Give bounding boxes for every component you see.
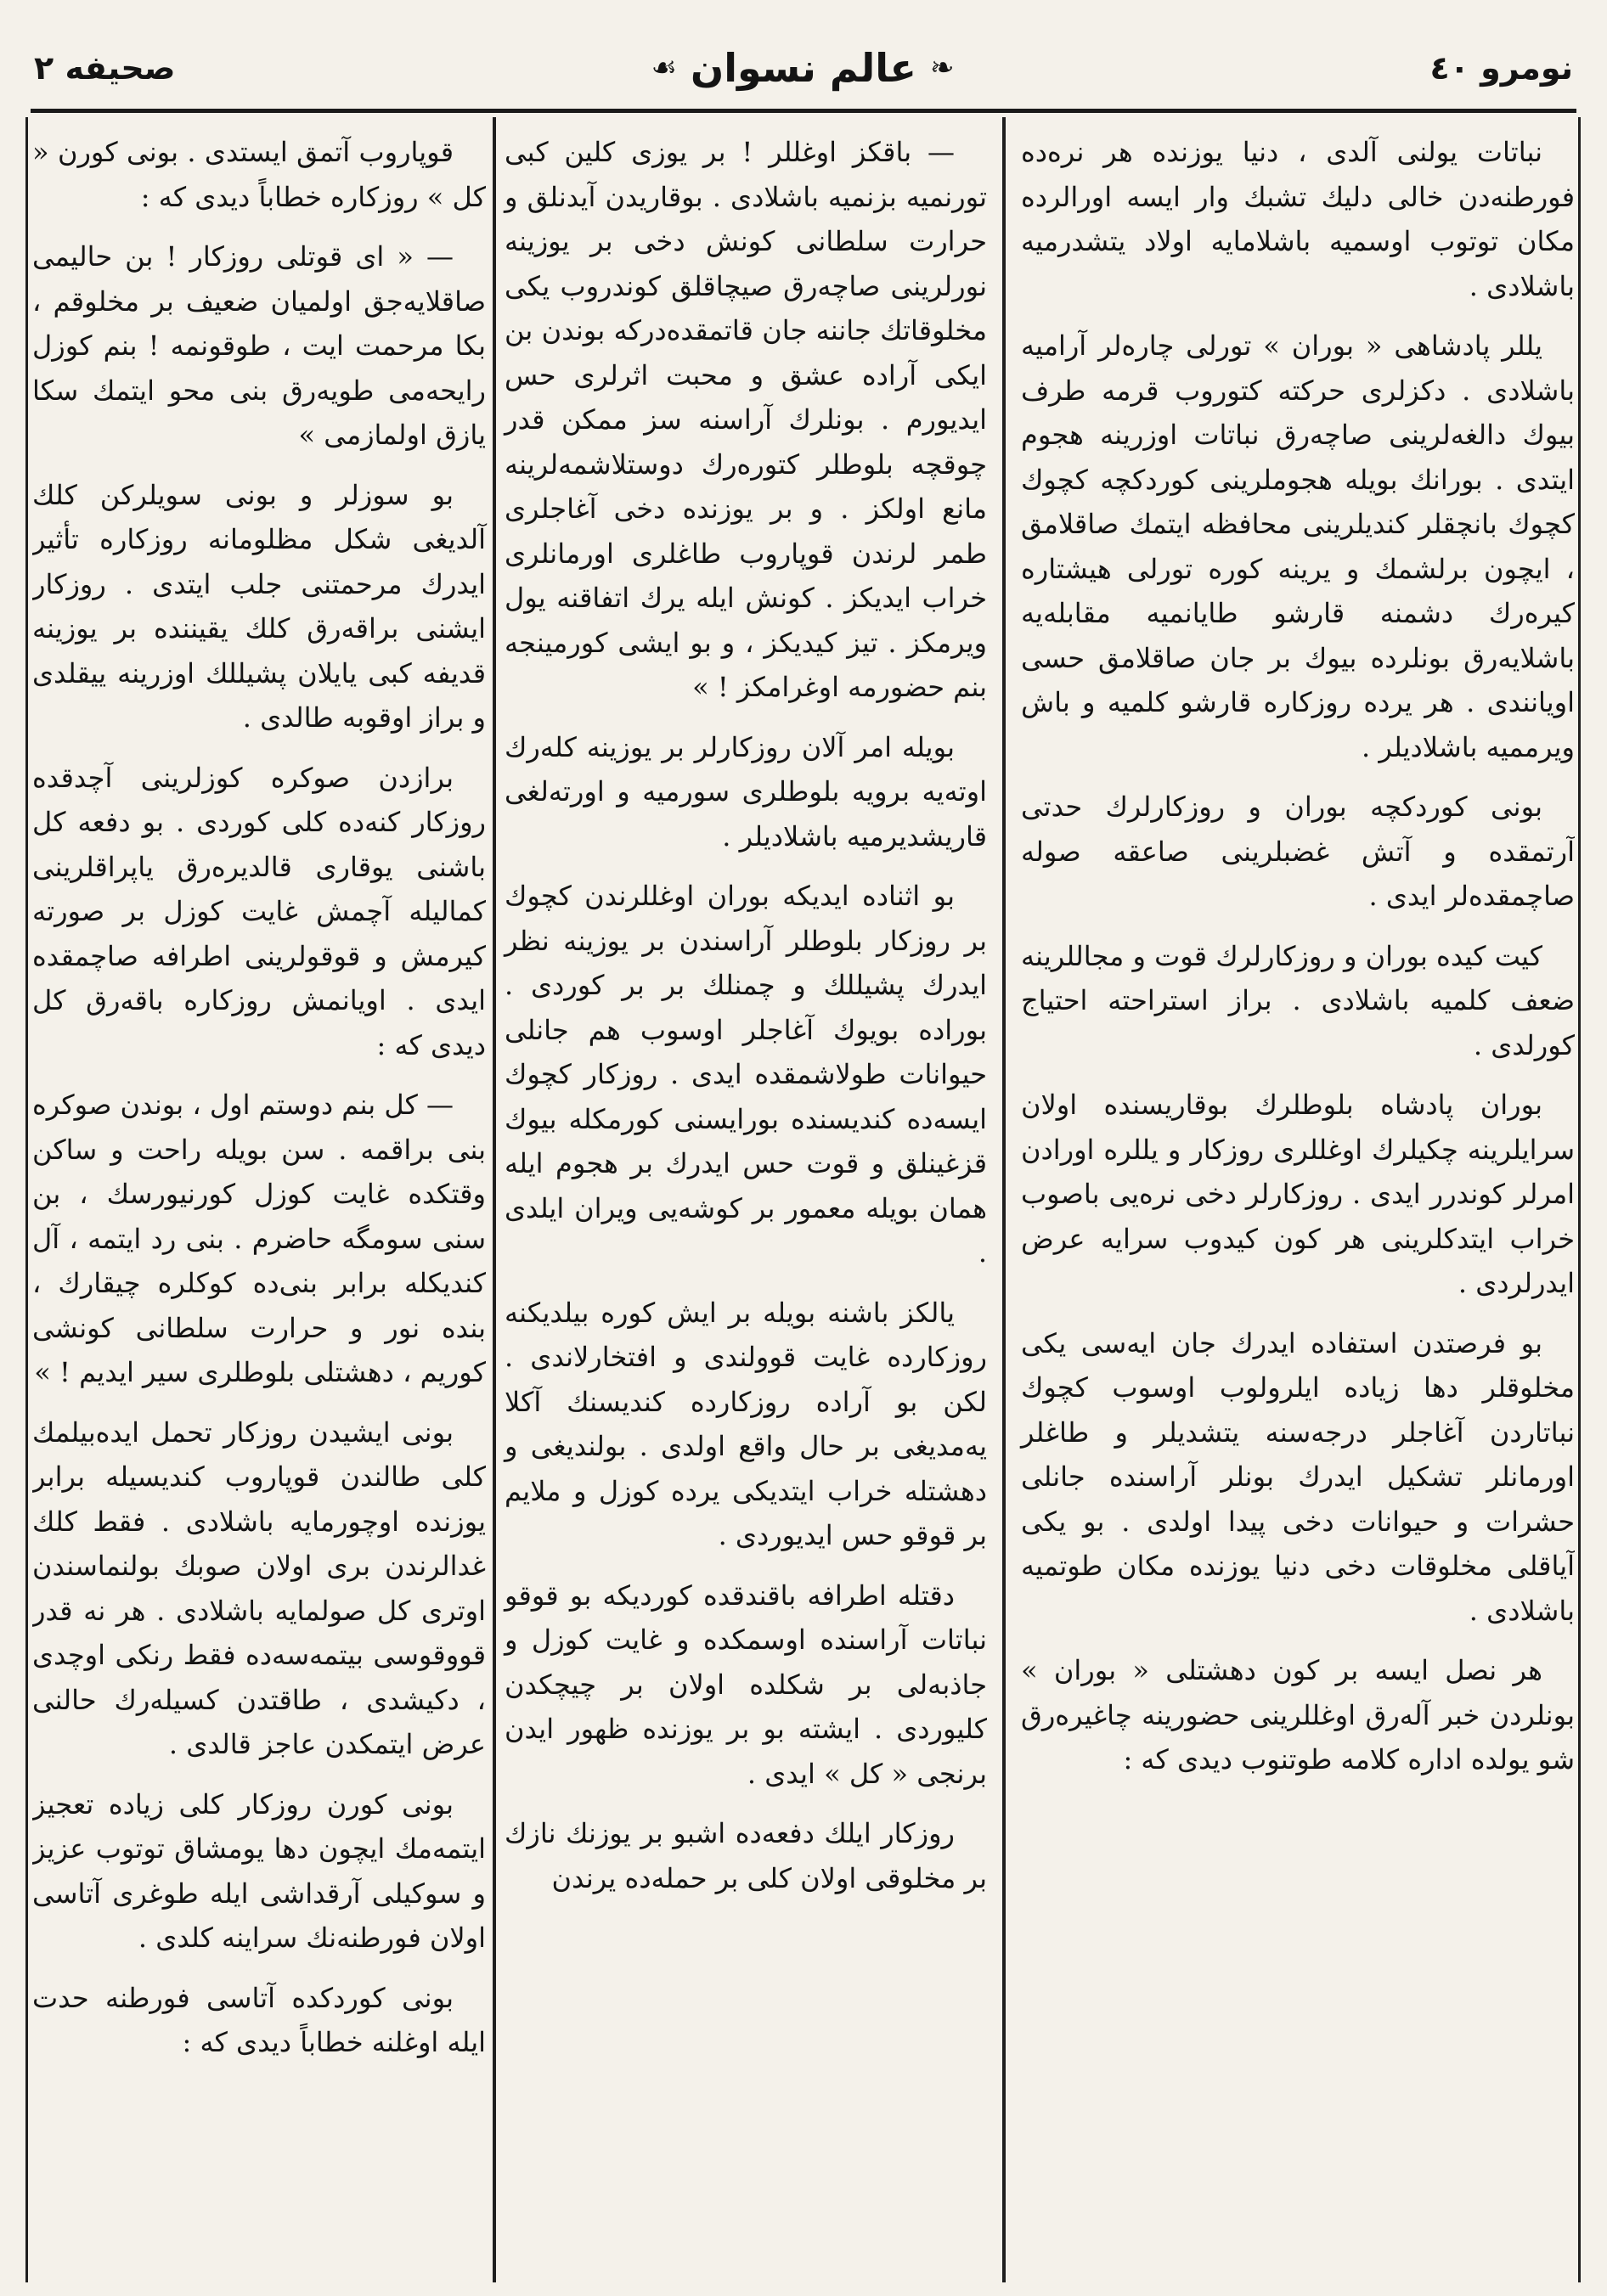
paragraph: بوران پادشاه بلوطلرك بوقاريسنده اولان سرايلرينه چكيلرك اوغللری روزكار و يللره اورادن امرلر كوندرر ايدی . روزكارلر دخی نره‌يی باصوب خراب ايتدكلرينی هر كون كيدوب سرايه عرض ايدرلردی .: [1021, 1089, 1575, 1299]
page-header: [34, 25, 1573, 110]
paragraph: قوپاروب آتمق ايستدی . بونی كورن « كل » روزكاره خطاباً ديدی كه :: [32, 136, 486, 213]
paragraph: — باقكز اوغللر ! بر يوزی كلين كبی تورنميه بزنميه باشلادی . بوقاريدن آيدنلق و حرارت سلطانی كونش دخی بر يوزينه نورلرينی صاچه‌رق صيچاقلق كوندروب يكی مخلوقاتك جاننه جان قاتمقده‌دركه بوندن بن ايكی آراده عشق و محبت اثرلری حس ايديورم . بونلرك آراسنه سز ممكن قدر چوقچه بلوطلر كتوره‌رك دوستلاشمه‌لرينه مانع اولكز . و بر يوزنده دخی آغاجلری طمر لرندن قوپاروب طاغلری اورمانلری خراب ايديكز . كونش ايله يرك اتفاقنه يول ويرمكز . تيز كيديكز ، و بو ايشی كورمينجه بنم حضورمه اوغرامكز ! »: [505, 136, 987, 703]
paragraph: بونی كوردكده آتاسی فورطنه حدت ايله اوغلنه خطاباً ديدی كه :: [32, 1981, 486, 2058]
paragraph: يالكز باشنه بويله بر ايش كوره بيلديكنه روزكارده غايت قوولندی و افتخارلاندی . لكن بو آراده روزكارده كنديسنك آكلا يه‌مديغی بر حال واقع اولدی . بولنديغی و دهشتله خراب ايتديكی يرده كوزل و ملايم بر قوقو حس ايديوردی .: [505, 1296, 987, 1551]
column-divider: [493, 117, 496, 2282]
paragraph: بونی كورن روزكار كلی زياده تعجيز ايتمه‌مك ايچون دها يومشاق توتوب عزيز و سوكيلی آرقداشی ايله طوغری آتاسی اولان فورطنه‌نك سراينه كلدی .: [32, 1787, 486, 1954]
page-number: صحيفه ٢: [34, 49, 176, 87]
issue-number: نومرو ٤٠: [1429, 49, 1573, 87]
article-column-middle: [499, 123, 992, 2276]
paragraph: روزكار ايلك دفعه‌ده اشبو بر يوزنك نازك بر مخلوقی اولان كلی بر حمله‌ده يرندن: [505, 1817, 987, 1894]
ornament-icon: ❧: [929, 51, 955, 85]
ornament-icon: ☙: [651, 51, 677, 85]
paragraph: دقتله اطرافه باقندقده كورديكه بو قوقو نباتات آراسنده اوسمكده و غايت كوزل و جاذبه‌لی بر شكلده اولان بر چيچكدن كليوردی . ايشته بو بر يوزنده ظهور ايدن برنجی « كل » ايدی .: [505, 1578, 987, 1790]
paragraph: — « ای قوتلی روزكار ! بن حاليمی صاقلايه‌جق اولميان ضعيف بر مخلوقم ، بكا مرحمت ايت ، طوقونمه ! بنم كوزل رايحه‌می طويه‌رق بنی محو ايتمك سكا يازق اولمازمی »: [32, 240, 486, 451]
paragraph: كيت كيده بوران و روزكارلرك قوت و مجاللرينه ضعف كلميه باشلادی . براز استراحته احتياج كورلدی .: [1021, 939, 1575, 1061]
header-rule: [31, 109, 1576, 113]
article-column-right: [1016, 123, 1575, 2276]
masthead: [651, 45, 954, 91]
paragraph: برازدن صوكره كوزلرينی آچدقده روزكار كنه‌ده كلی كوردی . بو دفعه كل باشنی يوقاری قالديره‌رق ياپراقلرينی كماليله آچمش غايت كوزل بر صورته كيرمش و قوقولرينی اطرافه صاچمقده ايدی . اويانمش روزكاره باقه‌رق كل ديدی كه :: [32, 761, 486, 1061]
paragraph: بو اثناده ايديكه بوران اوغللرندن كچوك بر روزكار بلوطلر آراسندن بر يوزينه نظر ايدرك پشيللك و چمنلك بر بر كوردی . بوراده بويوك آغاجلر اوسوب هم جانلی حيوانات طولاشمقده ايدی . روزكار كچوك ايسه‌ده كنديسنده بورايسنی كورمكله بيوك قزغينلق و قوت حس ايدرك بر هجوم ايله همان بويله معمور بر كوشه‌يی ويران ايلدی .: [505, 880, 987, 1269]
left-border: [25, 117, 28, 2282]
paragraph: يللر پادشاهی « بوران » تورلی چاره‌لر آراميه باشلادی . دكزلری حركته كتوروب قرمه طرف بيوك دالغه‌لرينی صاچه‌رق نباتات اوزرينه هجوم ايتدی . بورانك بويله هجوملرينی كوردكچه كچوك كچوك بانچقلر كنديلرينی محافظه ايتمك صاقلامق ، ايچون برلشمك و يرينه كوره تورلی هيشتاره كيره‌رك دشمنه قارشو طايانميه مقابله‌يه باشلايه‌رق بونلرده بيوك بر جان صاقلامق حسی اويانندی . هر يرده روزكاره قارشو كلميه و باش ويرمميه باشلاديلر .: [1021, 329, 1575, 763]
article-column-left: [32, 123, 491, 2276]
paragraph: بونی كوردكچه بوران و روزكارلرك حدتی آرتمقده و آتش غضبلرينی صاعقه صوله صاچمقده‌لر ايدی .: [1021, 791, 1575, 912]
paragraph: هر نصل ايسه بر كون دهشتلی « بوران » بونلردن خبر آله‌رق اوغللرينی حضورينه چاغيره‌رق شو يولده اداره كلامه طوتنوب ديدی كه :: [1021, 1654, 1575, 1775]
publication-title: عالم نسوان: [690, 45, 916, 91]
paragraph: بويله امر آلان روزكارلر بر يوزينه كله‌رك اوته‌يه برويه بلوطلری سورميه و اورته‌لغی قاريشديرميه باشلاديلر .: [505, 730, 987, 853]
paragraph: نباتات يولنی آلدی ، دنيا يوزنده هر نره‌ده فورطنه‌دن خالی دليك تشبك وار ايسه اورالرده مكان توتوب اوسميه باشلامايه اولاد يتشدرميه باشلادی .: [1021, 136, 1575, 302]
paragraph: بو فرصتدن استفاده ايدرك جان ايه‌سی يكی مخلوقلر دها زياده ايلرولوب اوسوب كچوك نباتاردن آغاجلر درجه‌سنه يتشديلر و طاغلر اورمانلر تشكيل ايدرك بونلر آراسنده جانلی حشرات و حيوانات دخی پيدا اولدی . بو يكی آياقلی مخلوقات دخی دنيا يوزنده مكان طوتميه باشلادی .: [1021, 1326, 1575, 1627]
paragraph: بو سوزلر و بونی سويلركن كلك آلديغی شكل مظلومانه روزكاره تأثير ايدرك مرحمتنی جلب ايتدی . روزكار ايشنی براقه‌رق كلك يقيننده بر يوزينه قديفه كبی يايلان پشيللك اوزرينه ييقلدی و براز اوقوبه طالدی .: [32, 478, 486, 734]
paragraph: — كل بنم دوستم اول ، بوندن صوكره بنی براقمه . سن بويله راحت و ساكن وقتكده غايت كوزل كورنيورسك ، بن سنی سومگه حاضرم . بنی رد ايتمه ، آل كنديكله برابر بنی‌ده كوكلره چيقارك ، بنده نور و حرارت سلطانی كونشی كوريم ، دهشتلی بلوطلری سير ايديم ! »: [32, 1089, 486, 1388]
column-divider: [1002, 117, 1006, 2282]
paragraph: بونی ايشيدن روزكار تحمل ايده‌بيلمك كلی طالندن قوپاروب كنديسيله برابر يوزنده اوچورمايه باشلادی . فقط كلك غدالرندن بری اولان صوبك بولنماسندن اوتری كل صولمايه باشلادی . هر نه قدر قووقوسی بيتمه‌سه‌ده فقط رنكی اوچدی ، دكيشدی ، طاقتدن كسيله‌رك حالنی عرض ايتمكدن عاجز قالدی .: [32, 1415, 486, 1760]
right-border: [1578, 117, 1581, 2282]
